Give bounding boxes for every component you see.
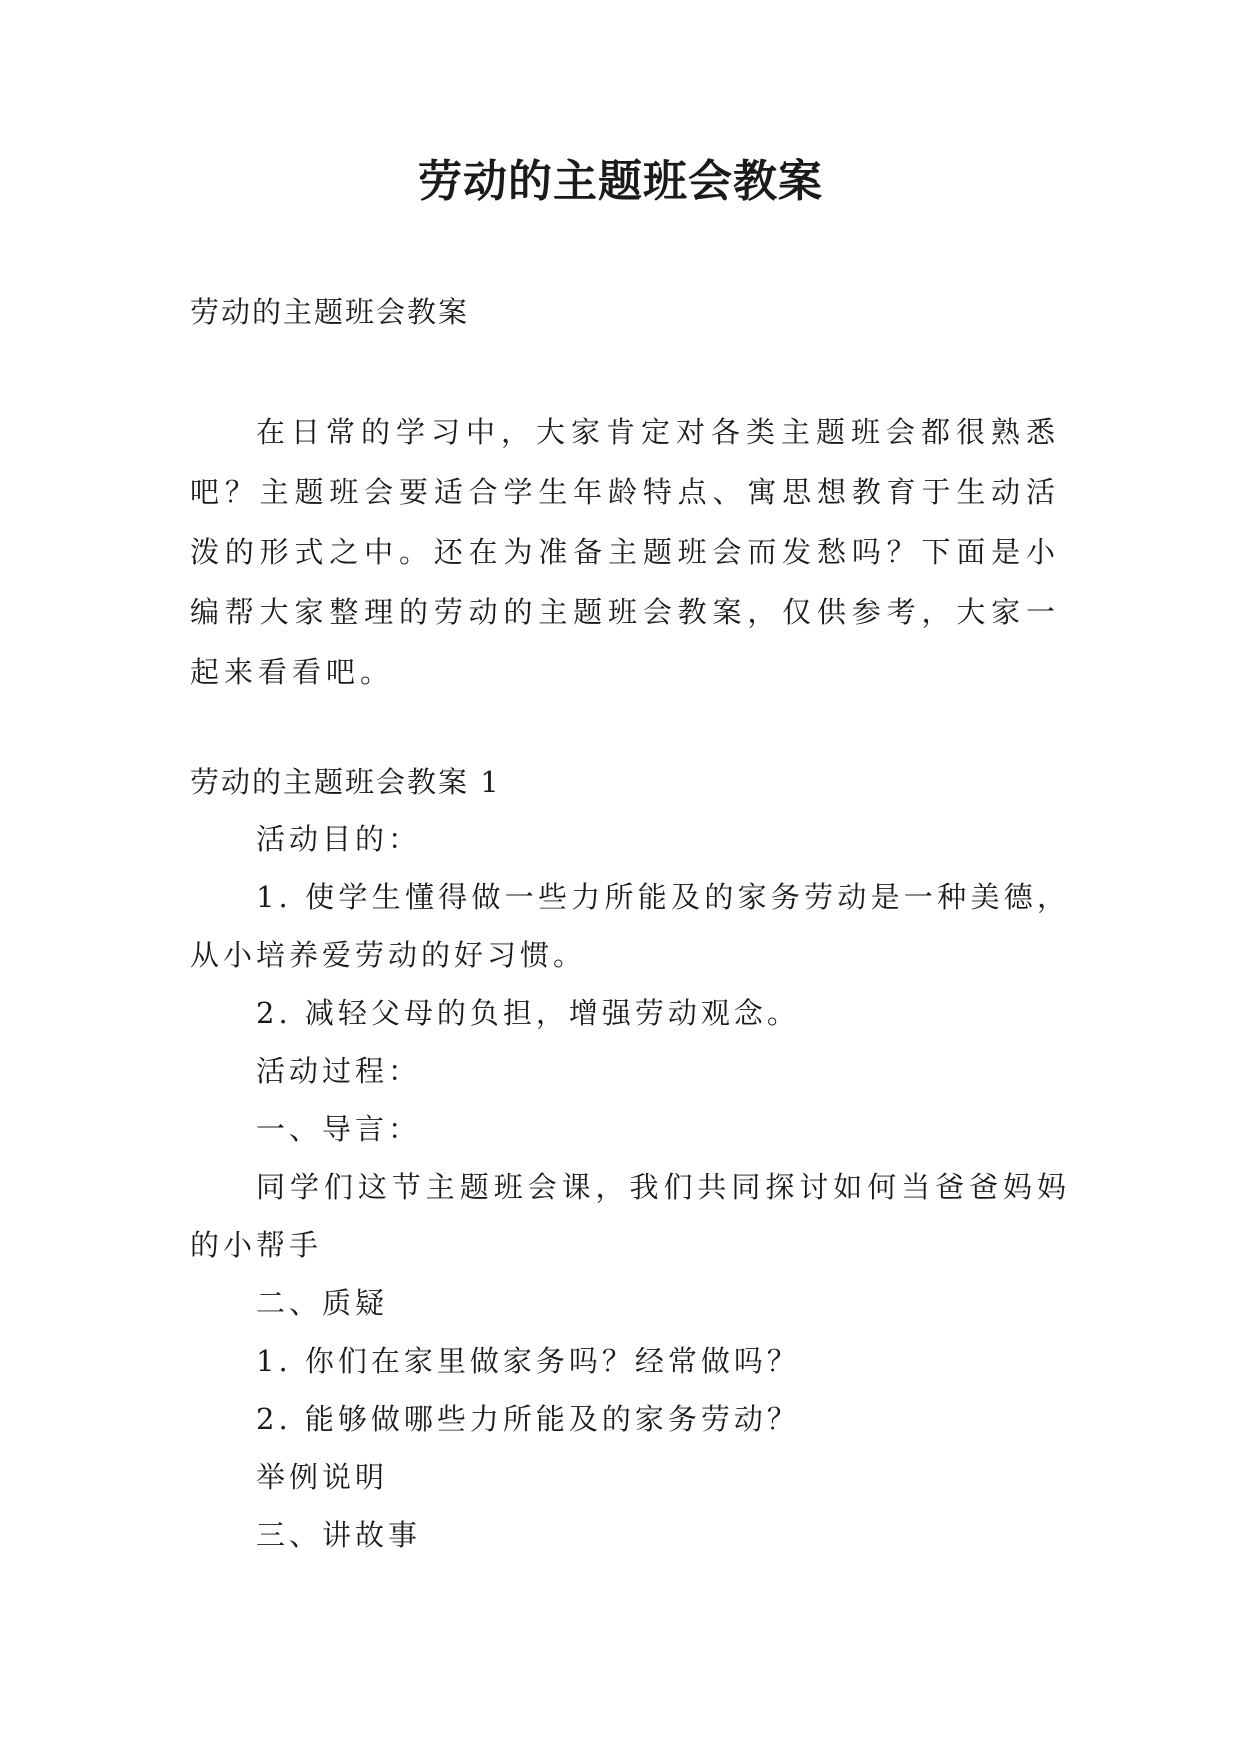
paragraph-intro-text: 同学们这节主题班会课，我们共同探讨如何当爸爸妈妈的小帮手 [190,1170,1070,1262]
paragraph-step-intro: 一、导言： [256,1112,422,1146]
paragraph-question-1: 1. 你们在家里做家务吗？经常做吗？ [256,1344,800,1378]
paragraph-activity-process: 活动过程： [256,1054,422,1088]
document-subtitle: 劳动的主题班会教案 [190,295,470,329]
paragraph-question-2: 2. 能够做哪些力所能及的家务劳动？ [256,1402,800,1436]
section-heading: 劳动的主题班会教案 1 [190,765,501,799]
paragraph-goal-2: 2. 减轻父母的负担，增强劳动观念。 [256,996,800,1030]
paragraph-goal-1: 1. 使学生懂得做一些力所能及的家务劳动是一种美德，从小培养爱劳动的好习惯。 [190,880,1070,972]
document-title: 劳动的主题班会教案 [418,156,823,207]
intro-paragraph: 在日常的学习中，大家肯定对各类主题班会都很熟悉吧？主题班会要适合学生年龄特点、寓思想教育于生动活泼的形式之中。还在为准备主题班会而发愁吗？下面是小编帮大家整理的劳动的主题班会教案，仅供参考，大家一起来看看吧。 [190,415,1060,689]
paragraph-examples: 举例说明 [256,1460,389,1494]
paragraph-step-question: 二、质疑 [256,1286,389,1320]
paragraph-activity-goal: 活动目的： [256,822,422,856]
lesson-body [190,810,1070,1564]
paragraph-step-story: 三、讲故事 [256,1518,422,1552]
